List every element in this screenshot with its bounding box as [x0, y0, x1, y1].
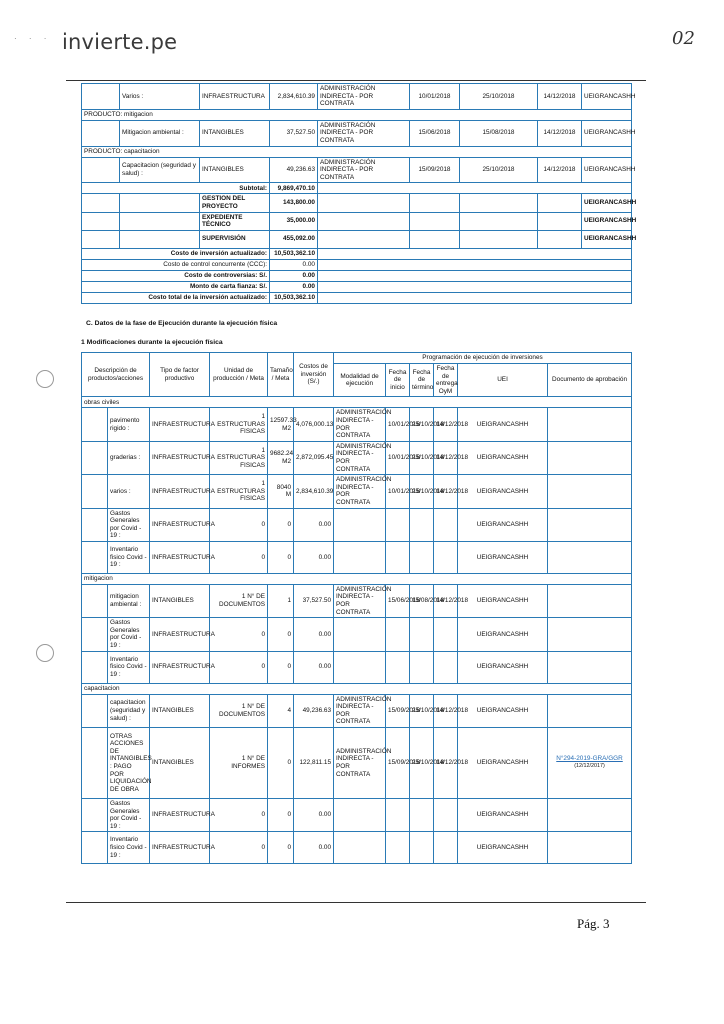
item-row: [82, 694, 632, 727]
factor-type: INFRAESTRUCTURA: [150, 618, 210, 651]
total-label: Costo de inversión actualizado:: [82, 248, 270, 259]
header-size: Tamaño / Meta: [268, 353, 294, 397]
delivery-date: 14/12/2018: [434, 408, 458, 441]
group-row: [82, 683, 632, 694]
spacer-cell: [82, 832, 108, 864]
production-unit: 1 ESTRUCTURAS FISICAS: [210, 441, 268, 474]
item-size: 4: [268, 694, 294, 727]
factor-type: INTANGIBLES: [150, 694, 210, 727]
item-size: 0: [268, 618, 294, 651]
header-rule: [66, 80, 646, 81]
extra-value: 35,000.00: [270, 212, 318, 230]
start-date: [386, 618, 410, 651]
execution-mode: ADMINISTRACIÓN INDIRECTA - POR CONTRATA: [334, 475, 386, 508]
start-date: 10/01/2018: [386, 475, 410, 508]
factor-type: INFRAESTRUCTURA: [150, 541, 210, 573]
approval-document: [548, 475, 632, 508]
header-row: [82, 353, 632, 364]
header-programacion: Programación de ejecución de inversiones: [334, 353, 632, 364]
factor-type: INFRAESTRUCTURA: [150, 651, 210, 683]
item-amount: 49,236.63: [270, 157, 318, 183]
spacer-cell: [82, 230, 120, 248]
production-unit: 0: [210, 832, 268, 864]
item-amount: 2,834,610.39: [270, 84, 318, 110]
blank-cell: [538, 212, 582, 230]
extra-value: 143,800.00: [270, 194, 318, 212]
execution-mode: ADMINISTRACIÓN INDIRECTA - POR CONTRATA: [318, 157, 410, 183]
header-end: Fecha de término: [410, 364, 434, 397]
spacer-cell: [120, 194, 200, 212]
spacer-cell: [82, 799, 108, 832]
production-unit: 1 ESTRUCTURAS FISICAS: [210, 408, 268, 441]
start-date: [386, 541, 410, 573]
item-description: OTRAS ACCIONES DE INTANGIBLES : PAGO POR LIQUIDACIÓN DE OBRA: [108, 728, 150, 799]
start-date: 10/01/2018: [410, 84, 460, 110]
uei-cell: UEIGRANCASHH: [582, 194, 632, 212]
group-row: [82, 146, 632, 157]
production-unit: 0: [210, 618, 268, 651]
item-size: 12597.33 M2: [268, 408, 294, 441]
start-date: 15/09/2018: [386, 728, 410, 799]
delivery-date: 14/12/2018: [434, 441, 458, 474]
item-description: capacitacion (seguridad y salud) :: [108, 694, 150, 727]
approval-document: [548, 508, 632, 541]
production-unit: 1 ESTRUCTURAS FISICAS: [210, 475, 268, 508]
approval-document: [548, 694, 632, 727]
approval-document: [548, 408, 632, 441]
blank-cell: [460, 230, 538, 248]
production-unit: 0: [210, 651, 268, 683]
start-date: [386, 832, 410, 864]
spacer-cell: [82, 441, 108, 474]
item-row: [82, 618, 632, 651]
end-date: 25/10/2018: [460, 157, 538, 183]
approval-document: [548, 799, 632, 832]
logo-text: invierte.pe: [62, 30, 178, 54]
item-size: 0: [268, 728, 294, 799]
item-row: [82, 799, 632, 832]
blank-cell: [318, 248, 632, 259]
item-cost: 0.00: [294, 799, 334, 832]
start-date: 15/06/2018: [386, 584, 410, 617]
item-row: [82, 408, 632, 441]
section-c-title: C. Datos de la fase de Ejecución durante la ejecución física: [86, 320, 278, 327]
uei-cell: UEIGRANCASHH: [582, 212, 632, 230]
start-date: [386, 651, 410, 683]
blank-cell: [538, 194, 582, 212]
header-desc: Descripción de productos/acciones: [82, 353, 150, 397]
header-del: Fecha de entrega OyM: [434, 364, 458, 397]
approval-document: [548, 618, 632, 651]
extra-row: [82, 194, 632, 212]
item-amount: 37,527.50: [270, 120, 318, 146]
blank-cell: [318, 230, 410, 248]
header-unit: Unidad de producción / Meta: [210, 353, 268, 397]
header-start: Fecha de inicio: [386, 364, 410, 397]
extra-label: EXPEDIENTE TÉCNICO: [200, 212, 270, 230]
group-label: capacitacion: [82, 683, 632, 694]
invierte-logo: [62, 30, 177, 54]
group-row: [82, 397, 632, 408]
end-date: [410, 508, 434, 541]
item-size: 0: [268, 508, 294, 541]
extra-label: SUPERVISIÓN: [200, 230, 270, 248]
blank-cell: [318, 212, 410, 230]
blank-cell: [460, 194, 538, 212]
spacer-cell: [82, 508, 108, 541]
delivery-date: 14/12/2018: [538, 84, 582, 110]
execution-mode: [334, 541, 386, 573]
item-cost: 2,872,095.45: [294, 441, 334, 474]
page-number: Pág. 3: [577, 916, 610, 931]
item-description: Inventario fisico Covid - 19 :: [108, 651, 150, 683]
item-description: Capacitacion (seguridad y salud) :: [120, 157, 200, 183]
spacer-cell: [120, 230, 200, 248]
start-date: 15/09/2018: [410, 157, 460, 183]
total-value: 10,503,362.10: [270, 248, 318, 259]
uei-cell: UEIGRANCASHH: [458, 408, 548, 441]
spacer-cell: [82, 194, 120, 212]
blank-cell: [538, 230, 582, 248]
spacer-cell: [82, 728, 108, 799]
item-size: 0: [268, 651, 294, 683]
uei-cell: UEIGRANCASHH: [458, 508, 548, 541]
total-value: 0.00: [270, 259, 318, 270]
execution-mode: ADMINISTRACIÓN INDIRECTA - POR CONTRATA: [334, 441, 386, 474]
item-size: 8040 M: [268, 475, 294, 508]
factor-type: INFRAESTRUCTURA: [150, 832, 210, 864]
total-row: [82, 281, 632, 292]
approval-document: [548, 728, 632, 799]
factor-type: INFRAESTRUCTURA: [150, 799, 210, 832]
item-size: 0: [268, 832, 294, 864]
end-date: 25/10/2018: [460, 84, 538, 110]
item-description: mitigacion ambiental :: [108, 584, 150, 617]
uei-cell: UEIGRANCASHH: [458, 541, 548, 573]
subtotal-row: [82, 183, 632, 194]
item-cost: 49,236.63: [294, 694, 334, 727]
spacer-cell: [82, 212, 120, 230]
total-row: [82, 270, 632, 281]
total-row: [82, 248, 632, 259]
item-cost: 0.00: [294, 651, 334, 683]
approval-document: [548, 651, 632, 683]
group-label: PRODUCTO: mitigacion: [82, 109, 632, 120]
item-row: [82, 475, 632, 508]
item-row: [82, 157, 632, 183]
execution-mode: ADMINISTRACIÓN INDIRECTA - POR CONTRATA: [318, 84, 410, 110]
start-date: [386, 799, 410, 832]
header-factor: Tipo de factor productivo: [150, 353, 210, 397]
item-size: 1: [268, 584, 294, 617]
delivery-date: [434, 832, 458, 864]
item-row: [82, 84, 632, 110]
scan-specks: · · ·: [14, 34, 52, 43]
spacer-cell: [82, 694, 108, 727]
blank-cell: [460, 212, 538, 230]
end-date: 25/10/2018: [410, 728, 434, 799]
extra-value: 455,092.00: [270, 230, 318, 248]
delivery-date: 14/12/2018: [434, 728, 458, 799]
item-description: Inventario fisico Covid - 19 :: [108, 832, 150, 864]
execution-mode: [334, 799, 386, 832]
uei-cell: UEIGRANCASHH: [458, 584, 548, 617]
uei-cell: UEIGRANCASHH: [458, 651, 548, 683]
end-date: 25/10/2018: [410, 694, 434, 727]
delivery-date: 14/12/2018: [434, 694, 458, 727]
uei-cell: UEIGRANCASHH: [582, 120, 632, 146]
execution-mode: ADMINISTRACIÓN INDIRECTA - POR CONTRATA: [334, 694, 386, 727]
total-label: Monto de carta fianza: S/.: [82, 281, 270, 292]
execution-mode: [334, 618, 386, 651]
uei-cell: UEIGRANCASHH: [582, 157, 632, 183]
uei-cell: UEIGRANCASHH: [458, 441, 548, 474]
delivery-date: [434, 618, 458, 651]
spacer-cell: [82, 84, 120, 110]
delivery-date: 14/12/2018: [538, 157, 582, 183]
spacer-cell: [82, 618, 108, 651]
item-description: pavimento rigido :: [108, 408, 150, 441]
blank-cell: [318, 270, 632, 281]
delivery-date: 14/12/2018: [538, 120, 582, 146]
uei-cell: UEIGRANCASHH: [458, 694, 548, 727]
item-description: Varios :: [120, 84, 200, 110]
total-value: 0.00: [270, 281, 318, 292]
delivery-date: [434, 799, 458, 832]
factor-type: INTANGIBLES: [150, 728, 210, 799]
group-row: [82, 109, 632, 120]
item-row: [82, 541, 632, 573]
item-row: [82, 728, 632, 799]
item-description: Gastos Generales por Covid - 19 :: [108, 799, 150, 832]
spacer-cell: [82, 651, 108, 683]
execution-mode: [334, 651, 386, 683]
factor-type: INFRAESTRUCTURA: [150, 475, 210, 508]
uei-cell: UEIGRANCASHH: [582, 230, 632, 248]
item-cost: 0.00: [294, 508, 334, 541]
factor-type: INTANGIBLES: [200, 157, 270, 183]
blank-cell: [410, 212, 460, 230]
execution-mode: ADMINISTRACIÓN INDIRECTA - POR CONTRATA: [334, 408, 386, 441]
spacer-cell: [82, 120, 120, 146]
execution-mode: ADMINISTRACIÓN INDIRECTA - POR CONTRATA: [334, 728, 386, 799]
delivery-date: 14/12/2018: [434, 584, 458, 617]
item-cost: 4,076,000.13: [294, 408, 334, 441]
item-cost: 37,527.50: [294, 584, 334, 617]
item-size: 9682.24 M2: [268, 441, 294, 474]
extra-label: GESTION DEL PROYECTO: [200, 194, 270, 212]
factor-type: INFRAESTRUCTURA: [150, 408, 210, 441]
item-description: Gastos Generales por Covid - 19 :: [108, 508, 150, 541]
item-size: 0: [268, 799, 294, 832]
group-label: mitigacion: [82, 573, 632, 584]
start-date: 10/01/2018: [386, 408, 410, 441]
item-cost: 0.00: [294, 832, 334, 864]
item-row: [82, 832, 632, 864]
execution-mode: ADMINISTRACIÓN INDIRECTA - POR CONTRATA: [334, 584, 386, 617]
item-cost: 2,834,610.39: [294, 475, 334, 508]
total-label: Costo de controversias: S/.: [82, 270, 270, 281]
start-date: 15/06/2018: [410, 120, 460, 146]
production-unit: 0: [210, 508, 268, 541]
uei-cell: UEIGRANCASHH: [458, 832, 548, 864]
execution-mode: [334, 832, 386, 864]
uei-cell: UEIGRANCASHH: [458, 475, 548, 508]
item-row: [82, 584, 632, 617]
end-date: 25/10/2018: [410, 475, 434, 508]
factor-type: INTANGIBLES: [200, 120, 270, 146]
uei-cell: UEIGRANCASHH: [458, 799, 548, 832]
blank-cell: [410, 194, 460, 212]
approval-document: [548, 541, 632, 573]
group-label: obras civiles: [82, 397, 632, 408]
execution-mode: ADMINISTRACIÓN INDIRECTA - POR CONTRATA: [318, 120, 410, 146]
item-row: [82, 508, 632, 541]
item-cost: 0.00: [294, 541, 334, 573]
blank-cell: [318, 292, 632, 303]
spacer-cell: [82, 584, 108, 617]
delivery-date: [434, 508, 458, 541]
production-unit: 1 N° DE INFORMES: [210, 728, 268, 799]
total-value: 0.00: [270, 270, 318, 281]
end-date: [410, 618, 434, 651]
production-unit: 0: [210, 541, 268, 573]
end-date: 15/08/2018: [410, 584, 434, 617]
item-row: [82, 441, 632, 474]
extra-row: [82, 212, 632, 230]
factor-type: INFRAESTRUCTURA: [150, 441, 210, 474]
end-date: [410, 651, 434, 683]
blank-cell: [318, 194, 410, 212]
execution-mode: [334, 508, 386, 541]
item-description: varios :: [108, 475, 150, 508]
uei-cell: UEIGRANCASHH: [458, 618, 548, 651]
approval-document-link[interactable]: N°294-2019-GRA/GGR: [556, 755, 623, 763]
total-row: [82, 292, 632, 303]
item-cost: 0.00: [294, 618, 334, 651]
cost-summary-table: [81, 83, 637, 304]
item-cost: 122,811.15: [294, 728, 334, 799]
factor-type: INTANGIBLES: [150, 584, 210, 617]
group-row: [82, 573, 632, 584]
item-description: Inventario fisico Covid - 19 :: [108, 541, 150, 573]
item-row: [82, 651, 632, 683]
delivery-date: 14/12/2018: [434, 475, 458, 508]
header-mod: Modalidad de ejecución: [334, 364, 386, 397]
spacer-cell: [82, 408, 108, 441]
blank-cell: [410, 230, 460, 248]
subtotal-value: 9,869,470.10: [270, 183, 318, 194]
blank-cell: [318, 281, 632, 292]
delivery-date: [434, 651, 458, 683]
factor-type: INFRAESTRUCTURA: [200, 84, 270, 110]
end-date: [410, 799, 434, 832]
handwritten-page-number: 02: [672, 28, 695, 49]
end-date: 25/10/2018: [410, 408, 434, 441]
extra-row: [82, 230, 632, 248]
blank-cell: [318, 259, 632, 270]
total-value: 10,503,362.10: [270, 292, 318, 303]
punch-hole-top: [36, 370, 54, 388]
total-label: Costo total de la inversión actualizado:: [82, 292, 270, 303]
approval-document-date: (12/12/2017): [574, 763, 605, 769]
spacer-cell: [82, 541, 108, 573]
end-date: 25/10/2018: [410, 441, 434, 474]
end-date: [410, 541, 434, 573]
production-unit: 1 N° DE DOCUMENTOS: [210, 694, 268, 727]
uei-cell: UEIGRANCASHH: [582, 84, 632, 110]
item-description: Mitigacion ambiental :: [120, 120, 200, 146]
item-size: 0: [268, 541, 294, 573]
spacer-cell: [120, 212, 200, 230]
section-1-title: 1 Modificaciones durante la ejecución física: [81, 339, 223, 346]
spacer-cell: [82, 157, 120, 183]
item-description: Gastos Generales por Covid - 19 :: [108, 618, 150, 651]
item-row: [82, 120, 632, 146]
total-row: [82, 259, 632, 270]
start-date: 10/01/2018: [386, 441, 410, 474]
approval-document: [548, 584, 632, 617]
start-date: 15/09/2018: [386, 694, 410, 727]
approval-document: [548, 832, 632, 864]
spacer-cell: [82, 475, 108, 508]
footer-rule: [66, 902, 646, 903]
production-unit: 1 N° DE DOCUMENTOS: [210, 584, 268, 617]
total-label: Costo de control concurrente (CCC):: [82, 259, 270, 270]
approval-document: [548, 441, 632, 474]
end-date: 15/08/2018: [460, 120, 538, 146]
punch-hole-bottom: [36, 644, 54, 662]
delivery-date: [434, 541, 458, 573]
execution-modifications-table: [81, 352, 632, 864]
header-doc: Documento de aprobación: [548, 364, 632, 397]
spacer-cell: Subtotal:: [82, 183, 270, 194]
start-date: [386, 508, 410, 541]
group-label: PRODUCTO: capacitacion: [82, 146, 632, 157]
production-unit: 0: [210, 799, 268, 832]
factor-type: INFRAESTRUCTURA: [150, 508, 210, 541]
end-date: [410, 832, 434, 864]
header-uei: UEI: [458, 364, 548, 397]
item-description: graderias :: [108, 441, 150, 474]
header-cost: Costos de inversión (S/.): [294, 353, 334, 397]
blank-cell: [318, 183, 632, 194]
uei-cell: UEIGRANCASHH: [458, 728, 548, 799]
